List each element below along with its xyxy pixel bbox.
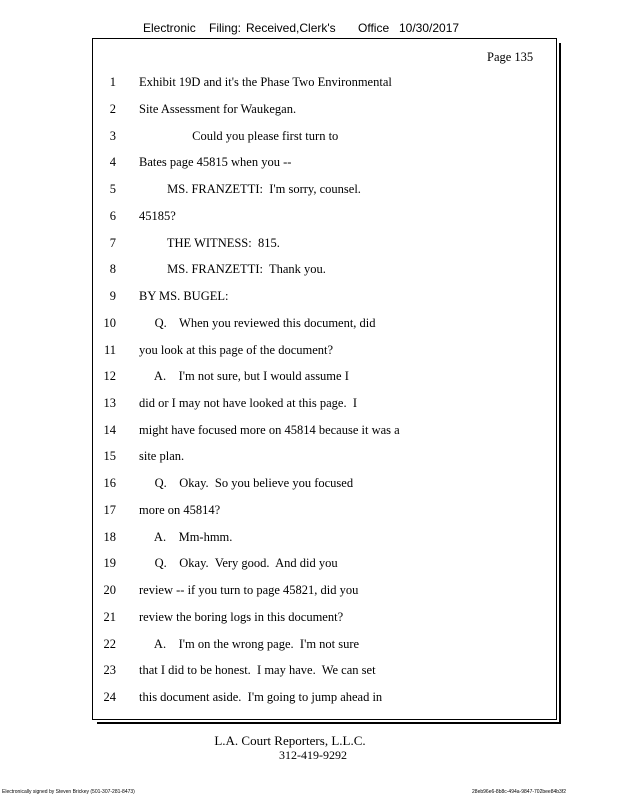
line-text: you look at this page of the document? [139,343,334,357]
header-filing: Filing: [209,21,242,35]
transcript-line [0,636,618,652]
transcript-line [0,181,618,197]
transcript-line [0,154,618,170]
line-number: 2 [109,102,116,116]
line-number: 4 [109,155,116,169]
transcript-line [0,288,618,304]
transcript-line [0,662,618,678]
transcript-line [0,529,618,545]
signature-id: 28eb96e6-8b8c-494a-9847-702bee84b3f2 [472,789,566,795]
line-text: THE WITNESS: 815. [139,236,280,250]
line-number: 17 [103,503,116,517]
line-text: review the boring logs in this document? [139,610,344,624]
transcript-line [0,609,618,625]
transcript-line [0,128,618,144]
line-number: 18 [103,530,116,544]
line-number: 14 [103,423,116,437]
page-number: Page 135 [487,50,534,64]
line-text: A. I'm on the wrong page. I'm not sure [139,637,360,651]
line-text: more on 45814? [139,503,221,517]
line-number: 19 [103,556,116,570]
line-number: 9 [109,289,116,303]
transcript-line [0,555,618,571]
line-text: this document aside. I'm going to jump ahead in [139,690,383,704]
transcript-line [0,395,618,411]
transcript-line [0,368,618,384]
line-text: Q. Okay. So you believe you focused [139,476,354,490]
header-electronic: Electronic [143,21,196,35]
line-text: did or I may not have looked at this page. I [139,396,357,410]
header-office: Office [358,21,390,35]
line-number: 16 [103,476,116,490]
line-number: 13 [103,396,116,410]
line-number: 7 [109,236,116,250]
line-text: BY MS. BUGEL: [139,289,229,303]
line-number: 24 [103,690,116,704]
line-text: Exhibit 19D and it's the Phase Two Environmental [139,75,392,89]
line-text: Could you please first turn to [139,129,339,143]
line-number: 10 [103,316,116,330]
line-number: 21 [103,610,116,624]
line-text: Site Assessment for Waukegan. [139,102,297,116]
line-number: 12 [103,369,116,383]
transcript-line [0,448,618,464]
line-text: A. Mm-hmm. [139,530,233,544]
line-text: that I did to be honest. I may have. We can set [139,663,376,677]
line-text: might have focused more on 45814 because it was a [139,423,400,437]
line-text: MS. FRANZETTI: I'm sorry, counsel. [139,182,361,196]
filing-header [0,21,618,37]
header-received: Received,Clerk's [246,21,336,35]
transcript-line [0,74,618,90]
line-number: 1 [109,75,116,89]
line-number: 6 [109,209,116,223]
transcript-line [0,261,618,277]
transcript-line [0,422,618,438]
line-text: Bates page 45815 when you -- [139,155,292,169]
transcript-line [0,689,618,705]
line-text: site plan. [139,449,185,463]
court-reporter-name: L.A. Court Reporters, L.L.C. [214,733,366,748]
line-text: A. I'm not sure, but I would assume I [139,369,349,383]
line-number: 23 [103,663,116,677]
line-text: 45185? [139,209,176,223]
transcript-line [0,315,618,331]
line-number: 5 [109,182,116,196]
line-number: 8 [109,262,116,276]
header-date: 10/30/2017 [399,21,460,35]
transcript-line [0,342,618,358]
line-text: MS. FRANZETTI: Thank you. [139,262,326,276]
transcript-line [0,101,618,117]
line-number: 11 [103,343,116,357]
transcript-line [0,502,618,518]
line-text: review -- if you turn to page 45821, did you [139,583,359,597]
line-number: 3 [109,129,116,143]
transcript-line [0,475,618,491]
court-reporter-phone: 312-419-9292 [279,748,347,762]
line-number: 22 [103,637,116,651]
transcript-line [0,208,618,224]
line-number: 20 [103,583,116,597]
line-number: 15 [103,449,116,463]
transcript-line [0,235,618,251]
electronic-signature: Electronically signed by Steven Brickey (501-307-281-8473) [2,789,135,795]
transcript-line [0,582,618,598]
line-text: Q. Okay. Very good. And did you [139,556,338,570]
line-text: Q. When you reviewed this document, did [139,316,376,330]
